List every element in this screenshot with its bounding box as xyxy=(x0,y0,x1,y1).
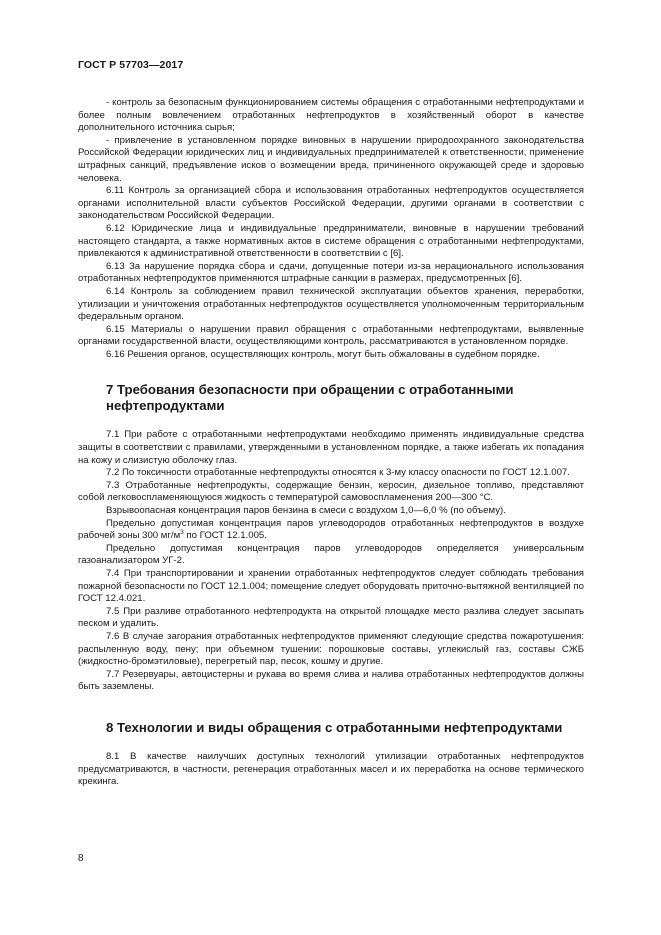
paragraph-6-12: 6.12 Юридические лица и индивидуальные предприниматели, виновные в нарушении требований настоящего стандарта, а также нормативных актов в системе обращения с отработанными нефтепродуктами, привлекаются к административной ответственности в соответствии с [6]. xyxy=(78,222,584,260)
paragraph-7-3-mpc-text: Предельно допустимая концентрация паров углеводородов отработанных нефтепродуктов в воздухе рабочей зоны 300 мг/м xyxy=(78,517,584,542)
paragraph-7-4: 7.4 При транспортировании и хранении отработанных нефтепродуктов следует соблюдать требования пожарной безопасности по ГОСТ 12.1.004; помещение следует оборудовать приточно-вытяжной вентиляцией по ГОСТ 12.4.021. xyxy=(78,568,584,605)
paragraph-6-15: 6.15 Материалы о нарушении правил обращения с отработанными нефтепродуктами, выявленные органами государственной власти, осуществляющими контроль, рассматриваются в установленном порядке. xyxy=(78,323,584,348)
document-header: ГОСТ Р 57703—2017 xyxy=(78,59,184,71)
document-body xyxy=(78,97,584,789)
paragraph-7-3-explosive: Взрывоопасная концентрация паров бензина в смеси с воздухом 1,0—6,0 % (по объему). xyxy=(106,505,506,517)
paragraph-6-14: 6.14 Контроль за соблюдением правил технической эксплуатации объектов хранения, переработки, утилизации и уничтожения отработанных нефтепродуктов осуществляется уполномоченным территориальным федеральным органом. xyxy=(78,285,584,323)
paragraph-7-3: 7.3 Отработанные нефтепродукты, содержащие бензин, керосин, дизельное топливо, представляют собой легковоспламеняющуюся жидкость с температурой самовоспламенения 200—300 °С. xyxy=(78,479,584,504)
section-8-heading: 8 Технологии и виды обращения с отработанными нефтепродуктами xyxy=(106,719,563,735)
paragraph-7-2: 7.2 По токсичности отработанные нефтепродукты относятся к 3-му классу опасности по ГОСТ 12.1.007. xyxy=(106,467,570,479)
paragraph-6-11: 6.11 Контроль за организацией сбора и использования отработанных нефтепродуктов осуществляется органами исполнительной власти субъектов Российской Федерации, другими органами в соответствии с законодательством Российской Федерации. xyxy=(78,185,584,222)
paragraph-7-3-mpc xyxy=(78,518,584,543)
paragraph-8-1: 8.1 В качестве наилучших доступных технологий утилизации отработанных нефтепродуктов предусматриваются, в частности, регенерация отработанных масел и их переработка на основе термического крекинга. xyxy=(78,750,584,788)
paragraph-7-3-analyzer: Предельно допустимая концентрация паров углеводородов определяется универсальным газоанализатором УГ-2. xyxy=(78,542,584,567)
paragraph-7-7: 7.7 Резервуары, автоцистерны и рукава во время слива и налива отработанных нефтепродуктов должны быть заземлены. xyxy=(78,668,584,693)
superscript-3: 3 xyxy=(180,529,184,537)
paragraph-7-6: 7.6 В случае загорания отработанных нефтепродуктов применяют следующие средства пожаротушения: распыленную воду, пену; при объемном тушении: порошковые составы, углекислый газ, составы СЖБ (жидкостно-бромэтиловые), перегретый пар, песок, кошму и другие. xyxy=(78,630,584,668)
paragraph-6-10-item-1: - контроль за безопасным функционированием системы обращения с отработанными нефтепродуктами и более полным вовлечением отработанных нефтепродуктов в хозяйственный оборот в качестве дополнительного источника сырья; xyxy=(78,97,584,134)
paragraph-7-1: 7.1 При работе с отработанными нефтепродуктами необходимо применять индивидуальные средства защиты в соответствии с правилами, утвержденными в установленном порядке, а также избегать их попадания на кожу и слизистую оболочку глаз. xyxy=(78,429,584,466)
page-number: 8 xyxy=(78,853,84,864)
section-7-heading: 7 Требования безопасности при обращении с отработанными нефтепродуктами xyxy=(106,382,514,414)
paragraph-6-13: 6.13 За нарушение порядка сбора и сдачи, допущенные потери из-за нерационального использования отработанных нефтепродуктов применяются штрафные санкции в размерах, предусмотренных [6]. xyxy=(78,260,584,285)
paragraph-7-3-mpc-tail: по ГОСТ 12.1.005. xyxy=(183,530,267,542)
paragraph-6-10-item-2: - привлечение в установленном порядке виновных в нарушении природоохранного законодательства Российской Федерации юридических лиц и индивидуальных предпринимателей к ответственности, применение штрафных санкций, предъявление исков о возмещении вреда, причиненного окружающей среде и здоровью человека. xyxy=(78,134,584,184)
paragraph-6-16: 6.16 Решения органов, осуществляющих контроль, могут быть обжалованы в судебном порядке. xyxy=(106,348,540,360)
paragraph-7-5: 7.5 При разливе отработанного нефтепродукта на открытой площадке место разлива следует засыпать песком и удалить. xyxy=(78,605,584,630)
